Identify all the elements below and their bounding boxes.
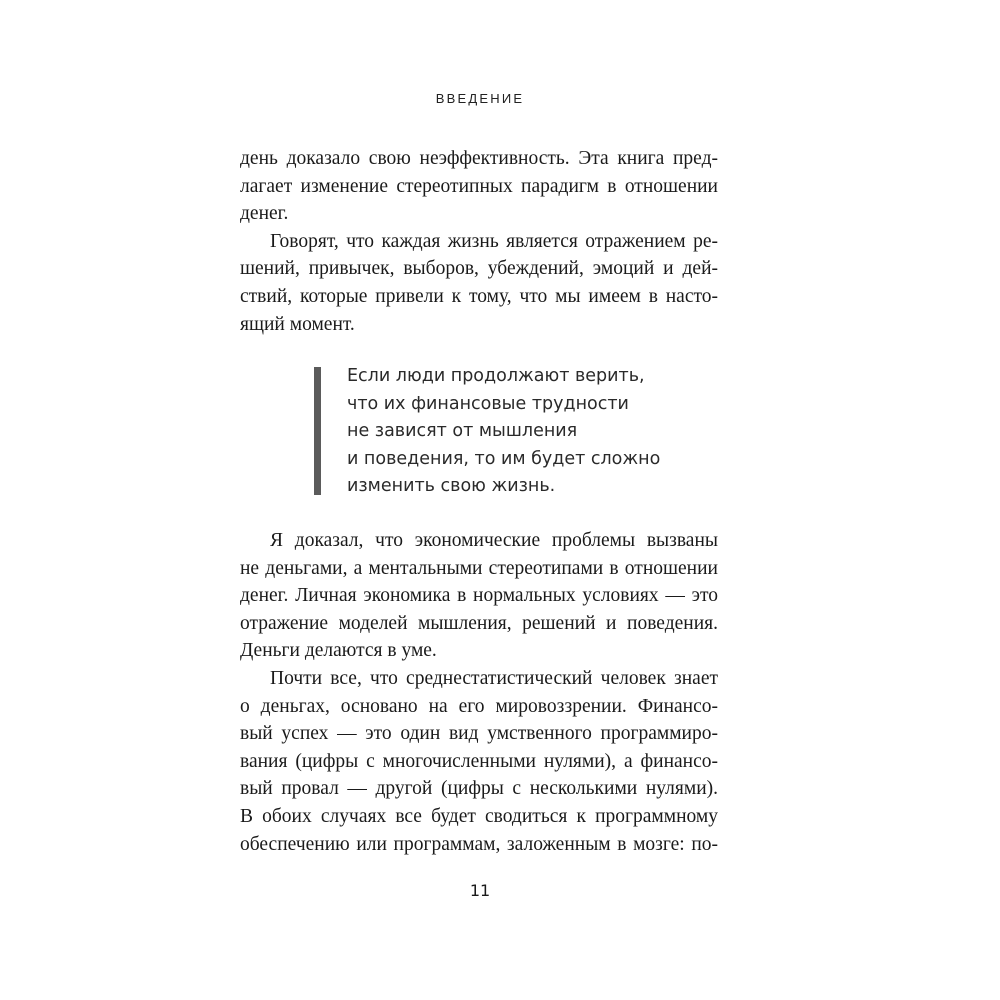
text-line: о деньгах, основано на его мировоззрении. Финансо- — [240, 695, 718, 717]
text-line: не деньгами, а ментальными стереотипами в отношении — [240, 557, 718, 579]
quote-text — [347, 363, 660, 501]
text-line: денег. — [240, 203, 289, 225]
text-line: день доказало свою неэффективность. Эта книга пред- — [240, 148, 718, 169]
text-line: лагает изменение стереотипных парадигм в отношении — [240, 175, 718, 197]
text-line: вания (цифры с многочисленными нулями), а финансо- — [240, 750, 718, 772]
pull-quote — [314, 363, 674, 497]
text-line: ящий момент. — [240, 313, 355, 335]
body-text-top — [240, 145, 718, 338]
page-number: 11 — [469, 881, 491, 900]
quote-line: и поведения, то им будет сложно — [347, 448, 661, 469]
text-line: Почти все, что среднестатистический человек знает — [270, 667, 718, 689]
text-line: отражение моделей мышления, решений и поведения. — [240, 612, 718, 634]
quote-line: Если люди продолжают верить, — [347, 366, 645, 386]
text-line: Говорят, что каждая жизнь является отражением ре- — [270, 230, 718, 252]
text-line: ствий, которые привели к тому, что мы имеем в насто- — [240, 285, 718, 307]
text-line: В обоих случаях все будет сводиться к программному — [240, 805, 718, 827]
text-line: денег. Личная экономика в нормальных условиях — это — [240, 585, 718, 607]
running-head: ВВЕДЕНИЕ — [435, 91, 525, 106]
quote-line: не зависят от мышления — [347, 421, 578, 442]
text-line: Я доказал, что экономические проблемы вызваны — [270, 530, 718, 551]
text-line: вый провал — другой (цифры с несколькими нулями). — [240, 778, 718, 800]
text-line: вый успех — это один вид умственного программиро- — [240, 723, 718, 745]
text-line: обеспечению или программам, заложенным в мозге: по- — [240, 833, 718, 855]
quote-line: изменить свою жизнь. — [347, 476, 556, 497]
text-line: шений, привычек, выборов, убеждений, эмоций и дей- — [240, 258, 718, 280]
quote-line: что их финансовые трудности — [347, 393, 629, 414]
quote-bar — [314, 367, 321, 495]
text-line: Деньги делаются в уме. — [240, 640, 437, 662]
body-text-bottom — [240, 527, 718, 858]
